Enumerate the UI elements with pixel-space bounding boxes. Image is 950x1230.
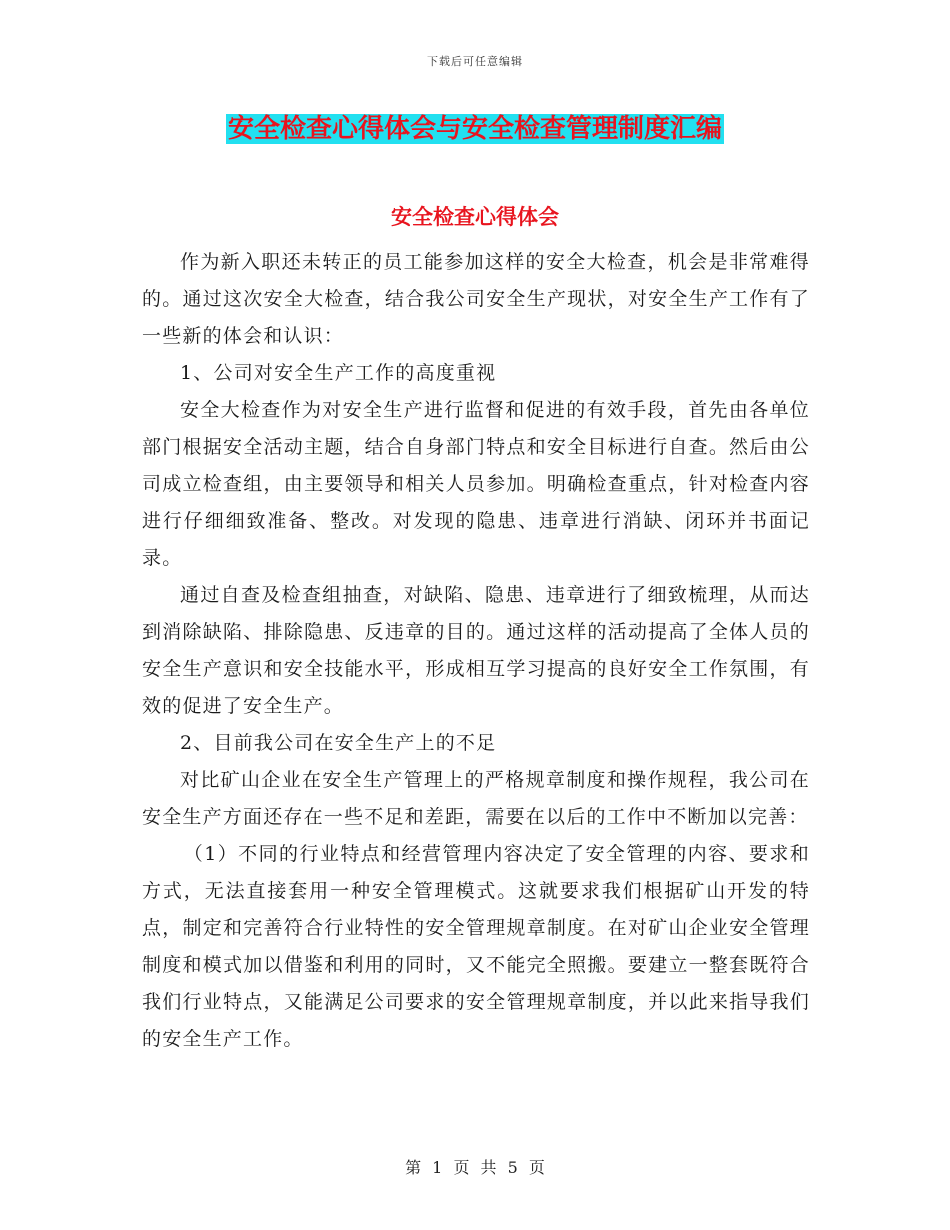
paragraph-inspection-results: 通过自查及检查组抽查，对缺陷、隐患、违章进行了细致梳理，从而达到消除缺陷、排除隐患、反违章的目的。通过这样的活动提高了全体人员的安全生产意识和安全技能水平，形成相互学习提高的良好安全工作氛围，有效的促进了安全生产。 [142,584,810,717]
paragraph-intro: 作为新入职还未转正的员工能参加这样的安全大检查，机会是非常难得的。通过这次安全大检查，结合我公司安全生产现状，对安全生产工作有了一些新的体会和认识： [142,251,810,347]
header-note: 下载后可任意编辑 [427,55,523,68]
document-title-container [0,114,950,144]
document-title: 安全检查心得体会与安全检查管理制度汇编 [227,114,722,144]
paragraph-shortcomings: 对比矿山企业在安全生产管理上的严格规章制度和操作规程，我公司在安全生产方面还存在一些不足和差距，需要在以后的工作中不断加以完善： [142,769,810,828]
paragraph-item-1: （1）不同的行业特点和经营管理内容决定了安全管理的内容、要求和方式，无法直接套用一种安全管理模式。这就要求我们根据矿山开发的特点，制定和完善符合行业特性的安全管理规章制度。在对矿山企业安全管理制度和模式加以借鉴和利用的同时，又不能完全照搬。要建立一整套既符合我们行业特点，又能满足公司要求的安全管理规章制度，并以此来指导我们的安全生产工作。 [142,843,810,1050]
section-title: 安全检查心得体会 [391,205,559,229]
page-number: 第 1 页 共 5 页 [405,1158,545,1177]
heading-point-1: 1、公司对安全生产工作的高度重视 [180,362,497,384]
document-body [142,244,810,1058]
heading-point-2: 2、目前我公司在安全生产上的不足 [180,732,497,754]
paragraph-inspection-process: 安全大检查作为对安全生产进行监督和促进的有效手段，首先由各单位部门根据安全活动主题，结合自身部门特点和安全目标进行自查。然后由公司成立检查组，由主要领导和相关人员参加。明确检查重点，针对检查内容进行仔细细致准备、整改。对发现的隐患、违章进行消缺、闭环并书面记录。 [142,399,810,569]
